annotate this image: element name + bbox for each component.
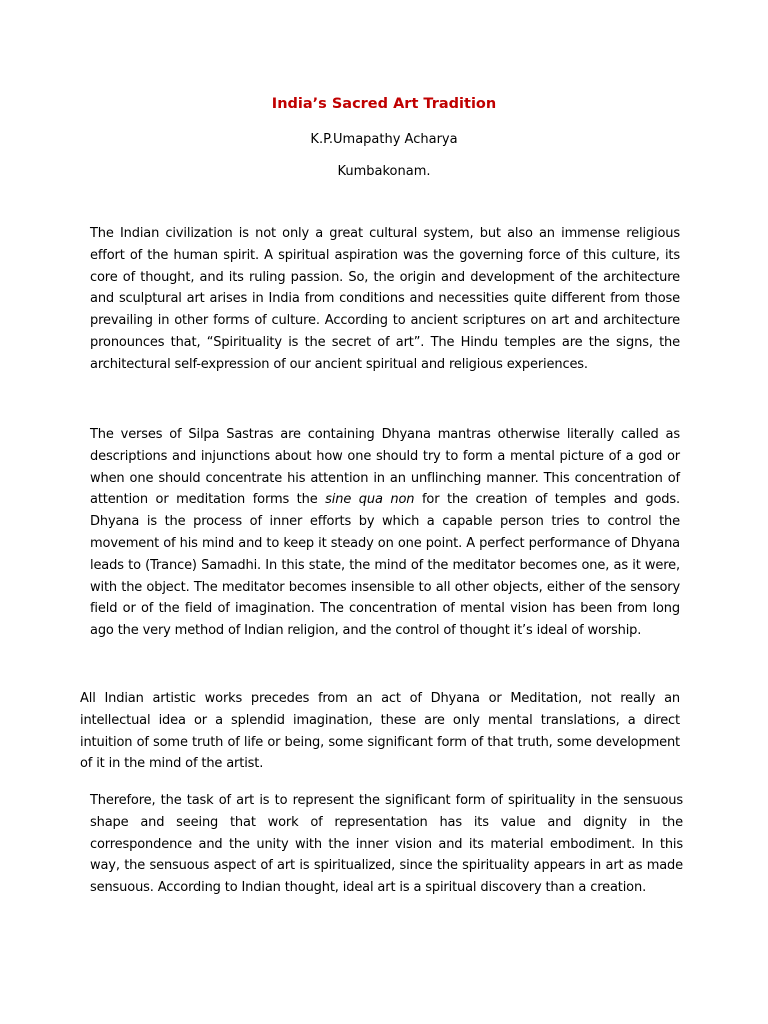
paragraph-3: All Indian artistic works precedes from an act of Dhyana or Meditation, not really an intellectual idea or a splendid imagination, these are only mental translations, a direct intuition of some truth of life or being, some significant form of that truth, some development of it in the mind of the artist. [80, 691, 680, 772]
paragraph-2-text-start: The verses of Silpa Sastras are containing Dhyana mantras otherwise literally called as descriptions and injunctions about how one should try to form a mental picture of a god or when one should concentrate his attention in an unflinching manner. This concentration of attention or meditation forms the [90, 427, 680, 508]
document-title: India’s Sacred Art Tradition [271, 96, 497, 112]
author-location: Kumbakonam. [337, 164, 431, 179]
paragraph-2 [90, 424, 680, 642]
paragraph-2-emphasis: sine qua non [325, 492, 415, 508]
paragraph-4: Therefore, the task of art is to represent the significant form of spirituality in the sensuous shape and seeing that work of representation has its value and dignity in the correspondence and the unity with the inner vision and its material embodiment. In this way, the sensuous aspect of art is spiritualized, since the spirituality appears in art as made sensuous. According to Indian thought, ideal art is a spiritual discovery than a creation. [90, 793, 683, 896]
paragraph-2-text-end: for the creation of temples and gods. Dhyana is the process of inner efforts by which a capable person tries to control the movement of his mind and to keep it steady on one point. A perfect performance of Dhyana leads to (Trance) Samadhi. In this state, the mind of the meditator becomes one, as it were, with the object. The meditator becomes insensible to all other objects, either of the sensory field or of the field of imagination. The concentration of mental vision has been from long ago the very method of Indian religion, and the control of thought it’s ideal of worship. [90, 492, 680, 639]
author-name: K.P.Umapathy Acharya [310, 132, 458, 147]
paragraph-1: The Indian civilization is not only a great cultural system, but also an immense religious effort of the human spirit. A spiritual aspiration was the governing force of this culture, its core of thought, and its ruling passion. So, the origin and development of the architecture and sculptural art arises in India from conditions and necessities quite different from those prevailing in other forms of culture. According to ancient scriptures on art and architecture pronounces that, “Spirituality is the secret of art”. The Hindu temples are the signs, the architectural self-expression of our ancient spiritual and religious experiences. [90, 226, 680, 372]
